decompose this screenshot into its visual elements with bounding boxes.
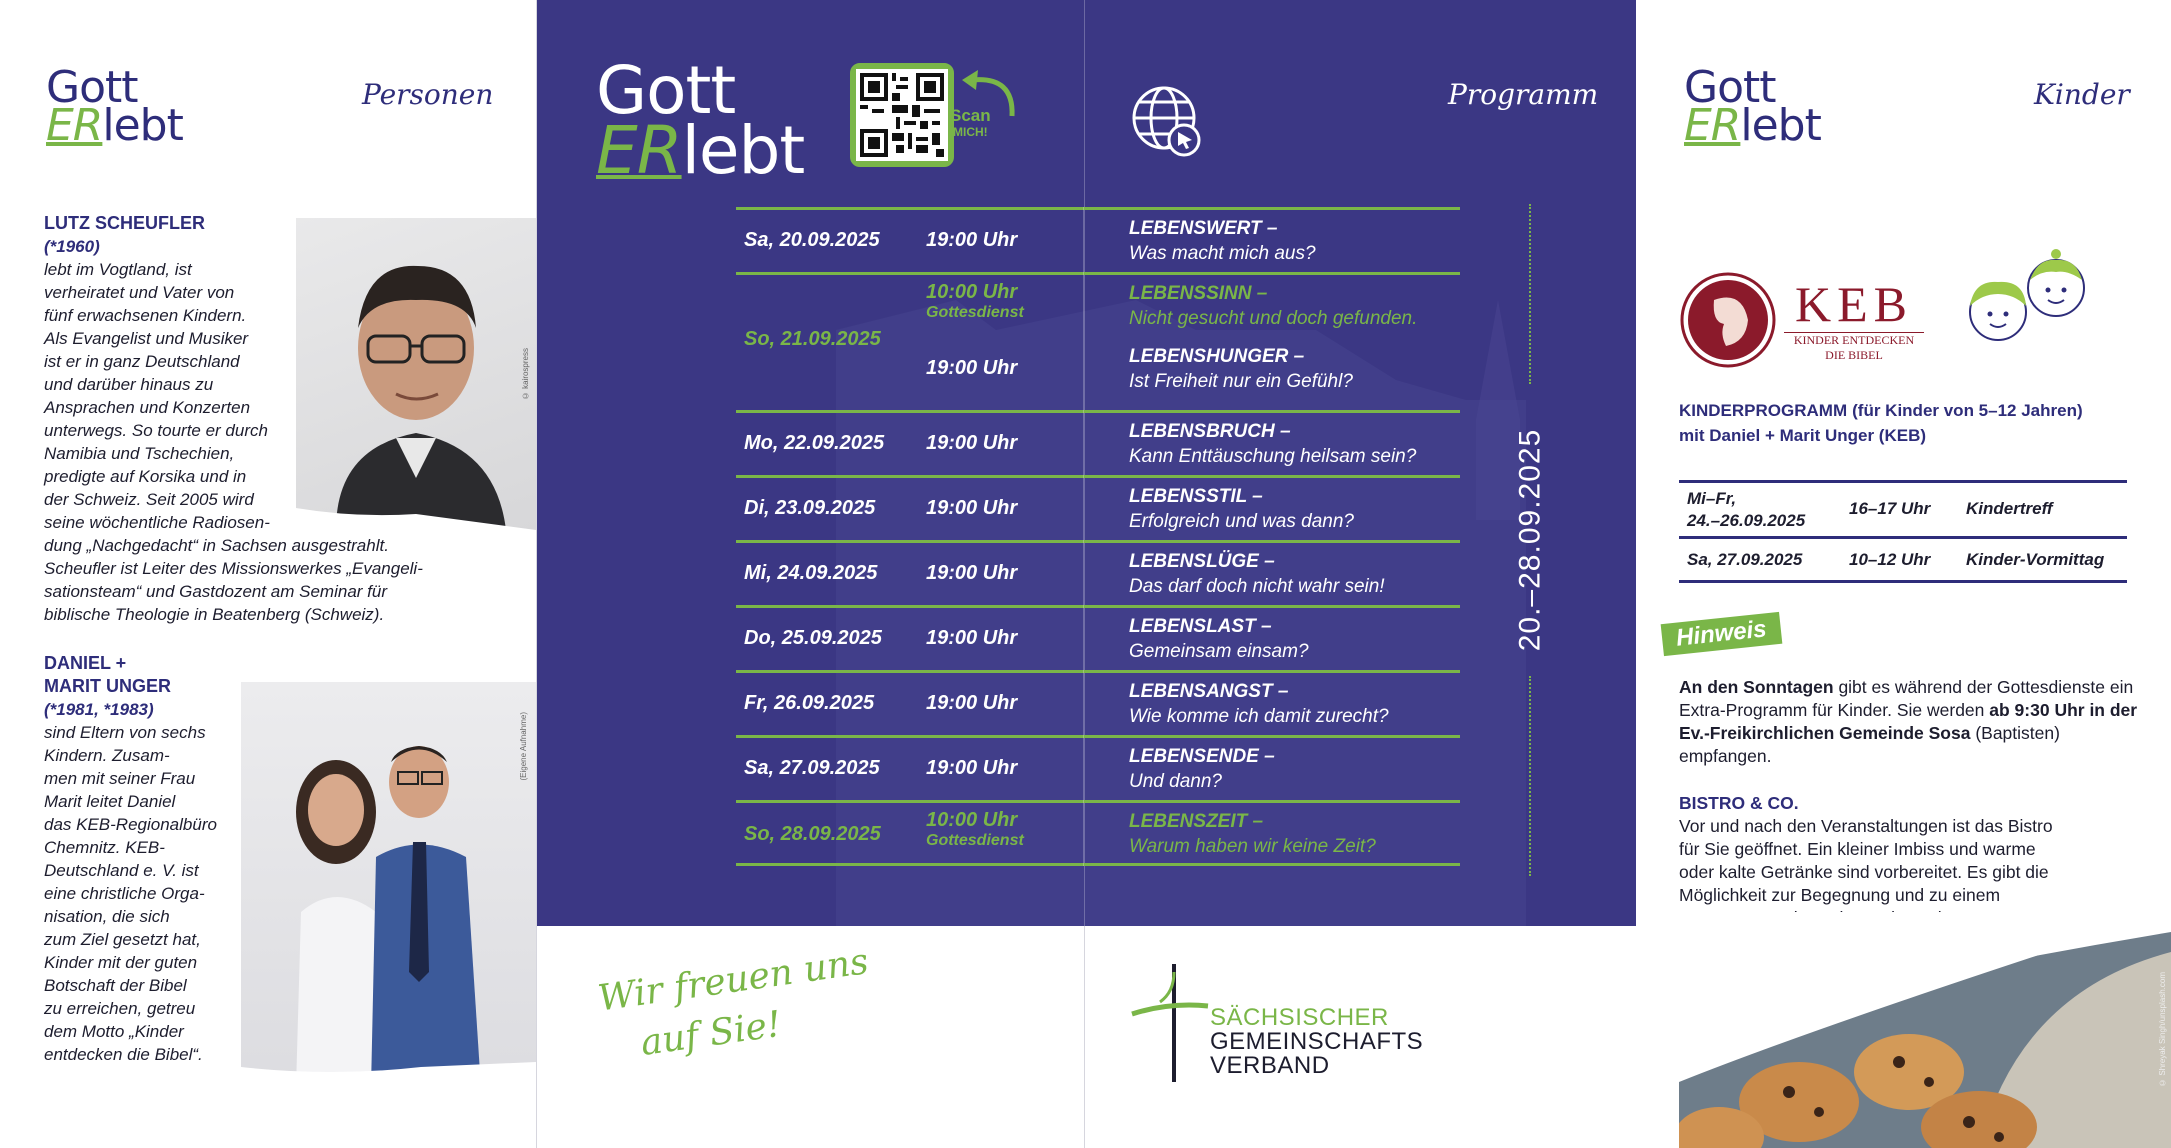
bio-line: nisation, die sich [44, 907, 170, 926]
person-name: LUTZ SCHEUFLER [44, 213, 205, 233]
schedule-title: LEBENSZEIT – Warum haben wir keine Zeit? [1129, 811, 1376, 857]
sgv-wordmark: SÄCHSISCHER GEMEINSCHAFTS VERBAND [1210, 1004, 1424, 1079]
kids-time: 16–17 Uhr [1849, 499, 1931, 518]
person-years: (*1960) [44, 237, 100, 256]
kids-time: 10–12 Uhr [1849, 550, 1931, 569]
schedule-date: Fr, 26.09.2025 [744, 692, 875, 714]
globe-cursor-icon [1130, 84, 1206, 160]
section-tag-persons: Personen [362, 78, 494, 111]
couple-illustration [241, 682, 536, 1088]
bio-line: Marit leitet Daniel [44, 792, 176, 811]
bio-line: sationsteam“ und Gastdozent am Seminar für [44, 582, 387, 601]
schedule-time: 10:00 Uhr Gottesdienst [926, 281, 1024, 321]
fold-line [536, 0, 537, 1148]
schedule-title: LEBENSENDE – Und dann? [1129, 746, 1275, 792]
bio-line: verheiratet und Vater von [44, 283, 235, 302]
photo-credit: © Shreyak Singh/unsplash.com [2158, 972, 2167, 1087]
schedule-table [736, 207, 1460, 866]
schedule-title: LEBENSSTIL – Erfolgreich und was dann? [1129, 486, 1354, 532]
bio-line: Kinder mit der guten [44, 953, 198, 972]
bio-line: sind Eltern von sechs [44, 723, 206, 742]
kids-schedule-row [1679, 480, 2127, 536]
gott-erlebt-logo: Gott ERlebt [46, 62, 183, 151]
schedule-row [736, 800, 1460, 866]
bio-line: fünf erwachsenen Kindern. [44, 306, 247, 325]
kids-schedule-table [1679, 480, 2127, 583]
kids-day: Sa, 27.09.2025 [1687, 550, 1803, 569]
kids-activity: Kindertreff [1966, 499, 2053, 518]
bio-line: predigte auf Korsika und in [44, 467, 247, 486]
person-name-line2: MARIT UNGER [44, 676, 171, 696]
dotted-line-top [1529, 204, 1531, 384]
schedule-row [736, 735, 1460, 800]
schedule-row [736, 272, 1460, 410]
bistro-title: BISTRO & CO. [1679, 793, 1799, 813]
bio-daniel-marit-unger [44, 652, 244, 1066]
schedule-date: Di, 23.09.2025 [744, 497, 876, 519]
panel-persons [0, 0, 536, 1148]
section-tag-kids: Kinder [2034, 78, 2130, 111]
schedule-time: 19:00 Uhr [926, 497, 1018, 519]
sgv-cross-logo [1130, 962, 1210, 1084]
bio-line: das KEB-Regionalbüro [44, 815, 217, 834]
schedule-date: So, 21.09.2025 [744, 328, 881, 350]
cookies-photo [1679, 912, 2171, 1148]
schedule-title: LEBENSBRUCH – Kann Enttäuschung heilsam sein? [1129, 421, 1417, 467]
person-years: (*1981, *1983) [44, 700, 154, 719]
bio-line: entdecken die Bibel“. [44, 1045, 203, 1064]
schedule-title: LEBENSLAST – Gemeinsam einsam? [1129, 616, 1309, 662]
bio-line: dung „Nachgedacht“ in Sachsen ausgestrahlt. [44, 536, 389, 555]
schedule-row [736, 540, 1460, 605]
schedule-date: Do, 25.09.2025 [744, 627, 882, 649]
bio-line: Kindern. Zusam- [44, 746, 170, 765]
bio-line: Botschaft der Bibel [44, 976, 187, 995]
photo-daniel-marit-unger [241, 682, 536, 1088]
bio-lutz-scheufler [44, 212, 464, 626]
bio-line: und darüber hinaus zu [44, 375, 214, 394]
schedule-date: Sa, 20.09.2025 [744, 229, 880, 251]
qr-code-icon [856, 69, 948, 161]
bio-line: lebt im Vogtland, ist [44, 260, 192, 279]
bio-line: eine christliche Orga- [44, 884, 205, 903]
kids-schedule-row [1679, 536, 2127, 583]
bio-line: zu erreichen, getreu [44, 999, 196, 1018]
welcome-script: Wir freuen uns auf Sie! [595, 941, 871, 1065]
schedule-time: 19:00 Uhr [926, 627, 1018, 649]
bio-line: dem Motto „Kinder [44, 1022, 184, 1041]
gott-erlebt-logo: Gott ERlebt [1684, 62, 1821, 151]
schedule-row [736, 670, 1460, 735]
scan-me-label: Scan MICH! [950, 106, 991, 139]
schedule-date: Sa, 27.09.2025 [744, 757, 880, 779]
keb-wordmark: KEB KINDER ENTDECKEN DIE BIBEL [1784, 278, 1924, 363]
keb-emblem-icon [1680, 272, 1776, 368]
bio-line: Als Evangelist und Musiker [44, 329, 249, 348]
bio-line: seine wöchentliche Radiosen- [44, 513, 270, 532]
schedule-time: 19:00 Uhr [926, 562, 1018, 584]
bio-line: zum Ziel gesetzt hat, [44, 930, 201, 949]
bistro-section: BISTRO & CO. Vor und nach den Veranstaltungen ist das Bistro für Sie geöffnet. Ein kleiner Imbiss und warme oder kalte Getränke sind vorbereitet. Es gibt die Möglichkeit zur Begegnung und zu einem [1679, 792, 2149, 953]
bio-line: Ansprachen und Konzerten [44, 398, 251, 417]
kids-faces-icon [1960, 246, 2090, 356]
schedule-title: LEBENSHUNGER – Ist Freiheit nur ein Gefühl? [1129, 346, 1353, 392]
schedule-time: 19:00 Uhr [926, 229, 1018, 251]
schedule-title: LEBENSSINN – Nicht gesucht und doch gefunden. [1129, 283, 1418, 329]
person-name-line1: DANIEL + [44, 653, 127, 673]
schedule-time: 19:00 Uhr [926, 692, 1018, 714]
bio-line: der Schweiz. Seit 2005 wird [44, 490, 254, 509]
schedule-date: Mi, 24.09.2025 [744, 562, 878, 584]
schedule-title: LEBENSWERT – Was macht mich aus? [1129, 218, 1316, 264]
bio-line: ist er in ganz Deutschland [44, 352, 240, 371]
date-range-vertical: 20.–28.09.2025 [1500, 200, 1560, 880]
bio-line: unterwegs. So tourte er durch [44, 421, 268, 440]
fold-line [1084, 926, 1085, 1148]
schedule-row [736, 475, 1460, 540]
schedule-time: 19:00 Uhr [926, 357, 1018, 379]
qr-code[interactable] [850, 63, 954, 167]
section-tag-program: Programm [1448, 78, 1599, 111]
cookies-illustration [1679, 912, 2171, 1148]
bio-line: Scheufler ist Leiter des Missionswerkes „Evangeli- [44, 559, 423, 578]
gott-erlebt-logo-large: Gott ERlebt [596, 52, 805, 189]
bio-line: Deutschland e. V. ist [44, 861, 199, 880]
bio-line: biblische Theologie in Beatenberg (Schweiz). [44, 605, 385, 624]
schedule-time: 10:00 Uhr Gottesdienst [926, 809, 1024, 849]
schedule-time: 19:00 Uhr [926, 432, 1018, 454]
sunday-note: An den Sonntagen gibt es während der Gottesdienste ein Extra-Programm für Kinder. Sie werden ab 9:30 Uhr in der Ev.-Freikirchlichen Gemeinde Sosa (Baptisten) empfangen. [1679, 677, 2138, 766]
schedule-row [736, 605, 1460, 670]
schedule-row [736, 207, 1460, 272]
schedule-title: LEBENSLÜGE – Das darf doch nicht wahr sein! [1129, 551, 1385, 597]
kids-activity: Kinder-Vormittag [1966, 550, 2105, 569]
schedule-date: So, 28.09.2025 [744, 823, 881, 845]
schedule-date: Mo, 22.09.2025 [744, 432, 885, 454]
photo-credit: © kairospress [521, 348, 530, 401]
bio-line: men mit seiner Frau [44, 769, 196, 788]
bio-line: Chemnitz. KEB- [44, 838, 165, 857]
photo-credit: (Eigene Aufnahme) [519, 712, 528, 781]
column-divider [1083, 207, 1084, 866]
bio-line: Namibia und Tschechien, [44, 444, 235, 463]
schedule-title: LEBENSANGST – Wie komme ich damit zurecht? [1129, 681, 1389, 727]
schedule-time: 19:00 Uhr [926, 757, 1018, 779]
kids-day: Mi–Fr, 24.–26.09.2025 [1687, 489, 1806, 530]
dotted-line-bottom [1529, 676, 1531, 876]
hinweis-label: Hinweis [1661, 612, 1782, 656]
schedule-row [736, 410, 1460, 475]
kids-program-title: KINDERPROGRAMM (für Kinder von 5–12 Jahren) mit Daniel + Marit Unger (KEB) [1679, 401, 2083, 445]
